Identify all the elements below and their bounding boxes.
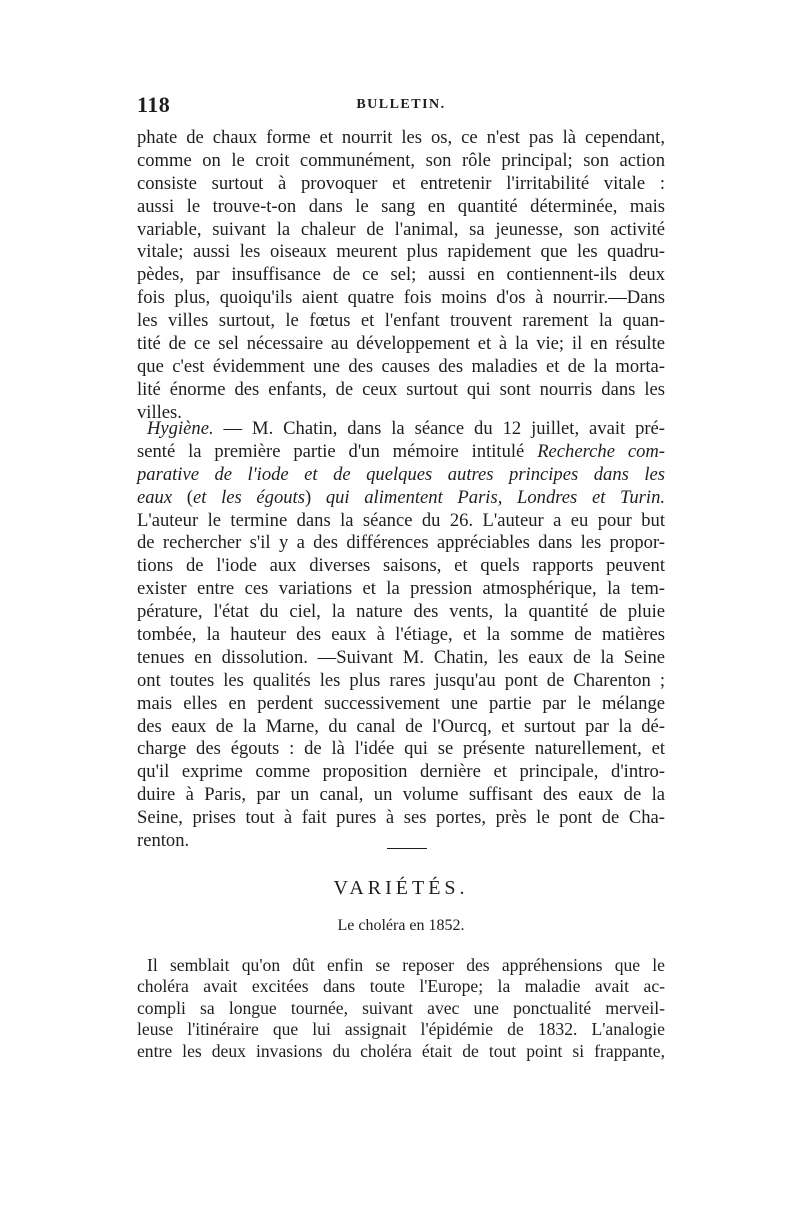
text-line: consiste surtout à provoquer et entretenir l'irritabilité vitale : xyxy=(137,172,665,194)
paragraph-hygiene xyxy=(137,418,665,853)
text-line: fois plus, quoiqu'ils aient quatre fois moins d'os à nourrir.—Dans xyxy=(137,287,665,309)
text-line: pérature, l'état du ciel, la nature des vents, la quantité de pluie xyxy=(137,601,665,623)
text-line: phate de chaux forme et nourrit les os, ce n'est pas là cependant, xyxy=(137,127,665,148)
text-fragment: ) xyxy=(304,486,326,508)
text-line xyxy=(137,441,665,464)
text-line xyxy=(137,487,665,510)
running-title: BULLETIN. xyxy=(356,97,446,112)
memoir-title: et les égouts xyxy=(192,486,305,508)
text-line: duire à Paris, par un canal, un volume suffisant des eaux de la xyxy=(137,784,665,806)
text-line: choléra avait excitées dans toute l'Europe; la maladie avait ac- xyxy=(137,976,665,997)
text-line: aussi le trouve-t-on dans le sang en quantité déterminée, mais xyxy=(137,195,665,217)
paragraph-phosphate xyxy=(137,127,665,425)
memoir-title: eaux xyxy=(137,486,173,508)
memoir-title: Recherche com- xyxy=(537,440,665,462)
text-line: exister entre ces variations et la pression atmosphérique, la tem- xyxy=(137,578,665,600)
text-line: mais elles en perdent successivement une partie par le mélange xyxy=(137,692,665,714)
text-line: renton. xyxy=(137,830,190,852)
text-line: qu'il exprime comme proposition dernière et principale, d'intro- xyxy=(137,761,665,783)
text-line: tité de ce sel nécessaire au développement et à la vie; il en résulte xyxy=(137,333,665,355)
text-line: villes. xyxy=(137,401,182,423)
text-line: des eaux de la Marne, du canal de l'Ourcq, et surtout par la dé- xyxy=(137,715,665,737)
text-line: tions de l'iode aux diverses saisons, et quels rapports peuvent xyxy=(137,555,665,577)
text-line xyxy=(137,418,665,441)
text-line: leuse l'itinéraire que lui assignait l'épidémie de 1832. L'analogie xyxy=(137,1019,665,1040)
text-line: pèdes, par insuffisance de ce sel; aussi en contiennent-ils deux xyxy=(137,264,665,286)
text-line: tenues en dissolution. —Suivant M. Chatin, les eaux de la Seine xyxy=(137,646,665,668)
memoir-title: qui alimentent Paris, Londres et Turin. xyxy=(325,486,666,508)
section-label-hygiene: Hygiène. xyxy=(147,418,214,439)
text-line: lité énorme des enfants, de ceux surtout qui sont nourris dans les xyxy=(137,378,665,400)
text-fragment: senté la première partie d'un mémoire intitulé xyxy=(137,440,538,462)
text-line: charge des égouts : de là l'idée qui se présente naturellement, et xyxy=(137,738,665,760)
text-fragment: ( xyxy=(172,486,193,508)
text-line: Seine, prises tout à fait pures à ses portes, près le pont de Cha- xyxy=(137,807,665,829)
text-line: ont toutes les qualités les plus rares jusqu'au pont de Charenton ; xyxy=(137,669,665,691)
text-line: L'auteur le termine dans la séance du 26. L'auteur a eu pour but xyxy=(137,509,665,531)
text-line: tombée, la hauteur des eaux à l'étiage, et la somme de matières xyxy=(137,624,665,646)
page-header xyxy=(137,92,665,124)
memoir-title: parative de l'iode et de quelques autres principes dans les xyxy=(137,463,665,485)
text-line: de rechercher s'il y a des différences appréciables dans les propor- xyxy=(137,532,665,554)
text-line: vitale; aussi les oiseaux meurent plus rapidement que les quadru- xyxy=(137,241,665,263)
paragraph-cholera xyxy=(137,955,665,1062)
text-line: compli sa longue tournée, suivant avec une ponctualité merveil- xyxy=(137,997,665,1018)
text-fragment: — M. Chatin, dans la séance du 12 juillet, avait pré- xyxy=(213,418,665,439)
text-line: entre les deux invasions du choléra était de tout point si frappante, xyxy=(137,1040,665,1061)
text-line: les villes surtout, le fœtus et l'enfant trouvent rarement la quan- xyxy=(137,310,665,332)
text-line: Il semblait qu'on dût enfin se reposer des appréhensions que le xyxy=(147,955,665,975)
section-title: VARIÉTÉS. xyxy=(333,877,469,899)
text-line: variable, suivant la chaleur de l'animal, sa jeunesse, son activité xyxy=(137,218,665,240)
text-line: comme on le croit communément, son rôle principal; son action xyxy=(137,149,665,171)
text-line: que c'est évidemment une des causes des maladies et de la morta- xyxy=(137,355,665,377)
page-number: 118 xyxy=(137,92,171,117)
subsection-title: Le choléra en 1852. xyxy=(337,917,465,934)
section-divider xyxy=(387,848,427,849)
